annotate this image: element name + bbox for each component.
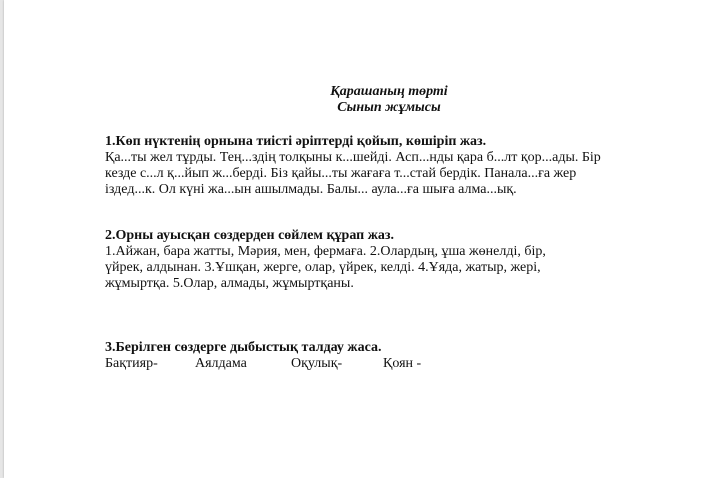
word-item: Оқулық- [291, 356, 343, 371]
task-2-heading: 2.Орны ауысқан сөздерден сөйлем құрап жаз. [105, 228, 394, 243]
word-item: Бақтияр- [105, 356, 158, 371]
task-1 [105, 134, 605, 198]
task-1-line: кезде с...л қ...йып ж...берді. Біз қайы...ты жағаға т...стай бердік. Панала...ға жер [105, 166, 577, 181]
task-2-line: үйрек, алдынан. 3.Ұшқан, жерге, олар, үйрек, келді. 4.Ұяда, жатыр, жері, [105, 260, 541, 275]
task-1-line: Қа...ты жел тұрды. Тең...здің толқыны к...шейді. Асп...нды қара б...лт қор...ады. Бір [105, 150, 601, 165]
word-item: Қоян - [383, 356, 422, 371]
word-item: Аялдама [195, 356, 247, 371]
task-3-heading: 3.Берілген сөздерге дыбыстық талдау жаса. [105, 340, 382, 355]
task-3 [105, 340, 605, 372]
classwork-title: Сынып жұмысы [337, 100, 441, 115]
task-1-line: іздед...к. Ол күні жа...ын ашылмады. Балы... аула...ға шыға алма...ық. [105, 182, 517, 197]
task-2-line: жұмыртқа. 5.Олар, алмады, жұмыртқаны. [105, 276, 354, 291]
task-2 [105, 228, 605, 292]
task-1-heading: 1.Көп нүктенің орнына тиісті әріптерді қойып, көшіріп жаз. [105, 134, 487, 149]
task-3-words [105, 356, 605, 372]
document-title-block [4, 84, 720, 116]
document-page [4, 0, 720, 478]
date-title: Қарашаның төрті [330, 84, 448, 99]
task-2-line: 1.Айжан, бара жатты, Мәрия, мен, фермаға. 2.Олардың, ұша жөнелді, бір, [105, 244, 546, 259]
